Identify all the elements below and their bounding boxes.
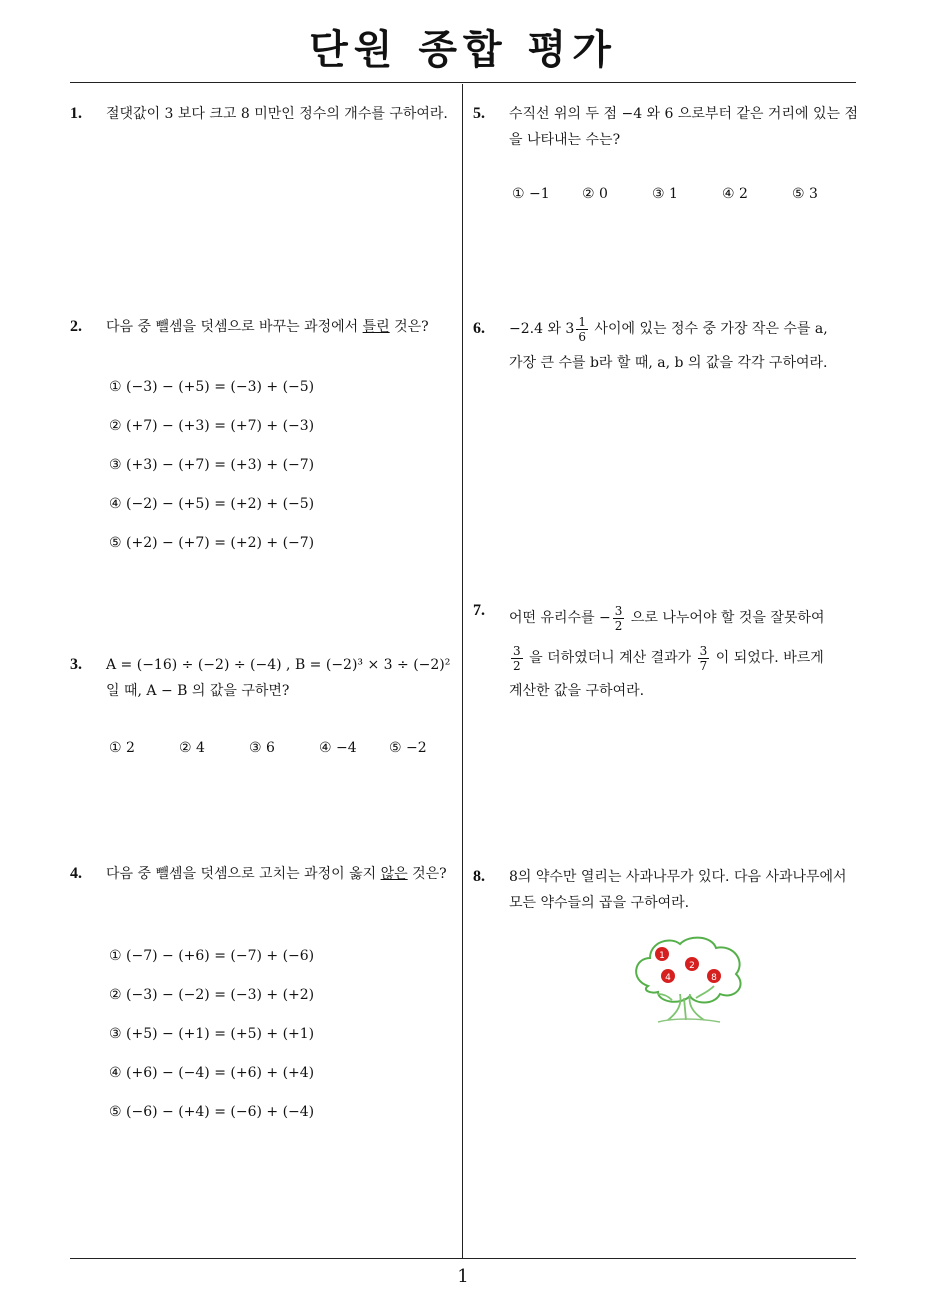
question-text: 다음 중 뺄셈을 덧셈으로 바꾸는 과정에서 틀린 것은? <box>106 319 429 335</box>
question-6 <box>473 312 864 380</box>
apple-tree-illustration <box>628 934 752 1028</box>
page-number: 1 <box>457 1266 469 1287</box>
choice-5[interactable]: ⑤ (+2) − (+7) = (+2) + (−7) <box>109 535 315 551</box>
choice-1[interactable]: ① (−7) − (+6) = (−7) + (−6) <box>109 948 315 964</box>
question-3-choices <box>109 740 427 756</box>
top-divider <box>70 82 856 83</box>
question-number: 7. <box>473 602 485 619</box>
question-text-line-3: 계산한 값을 구하여라. <box>509 683 645 699</box>
underlined-keyword: 틀린 <box>362 319 390 335</box>
bottom-divider <box>70 1258 856 1259</box>
choice-5[interactable]: ⑤ (−6) − (+4) = (−6) + (−4) <box>109 1104 315 1120</box>
choice-3[interactable]: ③ 6 <box>249 740 275 756</box>
svg-text:2: 2 <box>689 961 695 971</box>
fraction: $\frac{3}{2}$ <box>513 643 521 673</box>
apple <box>707 969 721 983</box>
choice-4[interactable]: ④ −4 <box>319 740 357 756</box>
question-4-choices <box>109 943 314 1138</box>
question-text-line-1: −2.4 와 3 $\frac{1}{6}$ 사이에 있는 정수 중 가장 작은 수를 a, <box>509 312 864 346</box>
choice-5[interactable]: ⑤ −2 <box>389 740 427 756</box>
column-divider <box>462 84 463 1258</box>
question-5-choices <box>512 186 818 202</box>
choice-5[interactable]: ⑤ 3 <box>792 186 818 202</box>
question-number: 3. <box>70 656 82 673</box>
fraction: $\frac{3}{7}$ <box>699 643 708 673</box>
apple <box>655 947 669 961</box>
choice-4[interactable]: ④ 2 <box>722 186 748 202</box>
question-8 <box>473 864 864 916</box>
apple <box>685 957 699 971</box>
question-text-line-1: 어떤 유리수를 − $\frac{3}{2}$ 으로 나누어야 할 것을 잘못하여 <box>509 603 825 633</box>
question-text-line-2: 일 때, A − B 의 값을 구하면? <box>106 683 290 699</box>
question-2-choices <box>109 374 314 569</box>
apple <box>661 969 675 983</box>
question-text: 절댓값이 3 보다 크고 8 미만인 정수의 개수를 구하여라. <box>106 106 448 122</box>
underlined-keyword: 않은 <box>380 866 408 882</box>
choice-1[interactable]: ① 2 <box>109 740 135 756</box>
question-text-line-2: $\frac{3}{2}$ 을 더하였더니 계산 결과가 $\frac{3}{7}$ 이 되었다. 바르게 <box>513 643 824 673</box>
question-number: 2. <box>70 318 82 335</box>
question-number: 6. <box>473 320 485 337</box>
choice-2[interactable]: ② (−3) − (−2) = (−3) + (+2) <box>109 987 315 1003</box>
question-text: 다음 중 뺄셈을 덧셈으로 고치는 과정이 옳지 않은 것은? <box>106 866 447 882</box>
question-1 <box>70 101 461 127</box>
choice-2[interactable]: ② 4 <box>179 740 205 756</box>
svg-text:4: 4 <box>665 973 671 983</box>
question-3 <box>70 652 461 704</box>
choice-1[interactable]: ① (−3) − (+5) = (−3) + (−5) <box>109 379 315 395</box>
choice-2[interactable]: ② (+7) − (+3) = (+7) + (−3) <box>109 418 315 434</box>
question-number: 1. <box>70 105 82 122</box>
question-number: 8. <box>473 868 485 885</box>
question-number: 5. <box>473 105 485 122</box>
choice-1[interactable]: ① −1 <box>512 186 550 202</box>
tree-ground <box>658 1019 720 1022</box>
choice-2[interactable]: ② 0 <box>582 186 608 202</box>
question-text-line-2: 가장 큰 수를 b라 할 때, a, b 의 값을 각각 구하여라. <box>509 355 828 371</box>
choice-3[interactable]: ③ 1 <box>652 186 678 202</box>
question-5 <box>473 101 864 153</box>
question-number: 4. <box>70 865 82 882</box>
question-text: 8의 약수만 열리는 사과나무가 있다. 다음 사과나무에서 모든 약수들의 곱을 구하여라. <box>509 869 847 911</box>
question-2 <box>70 314 461 340</box>
choice-3[interactable]: ③ (+5) − (+1) = (+5) + (+1) <box>109 1026 315 1042</box>
choice-4[interactable]: ④ (+6) − (−4) = (+6) + (+4) <box>109 1065 315 1081</box>
question-4 <box>70 861 461 887</box>
svg-text:1: 1 <box>659 951 665 961</box>
choice-4[interactable]: ④ (−2) − (+5) = (+2) + (−5) <box>109 496 315 512</box>
svg-text:8: 8 <box>711 973 717 983</box>
question-text: 수직선 위의 두 점 −4 와 6 으로부터 같은 거리에 있는 점을 나타내는 수는? <box>509 106 858 148</box>
page-title: 단원 종합 평가 <box>309 27 617 73</box>
mixed-fraction: 3 $\frac{1}{6}$ <box>565 314 586 344</box>
choice-3[interactable]: ③ (+3) − (+7) = (+3) + (−7) <box>109 457 315 473</box>
question-7 <box>473 598 864 704</box>
fraction: $\frac{3}{2}$ <box>614 603 623 633</box>
question-text-line-1: A = (−16) ÷ (−2) ÷ (−4) , B = (−2)³ × 3 ÷ (−2)² <box>106 657 451 673</box>
